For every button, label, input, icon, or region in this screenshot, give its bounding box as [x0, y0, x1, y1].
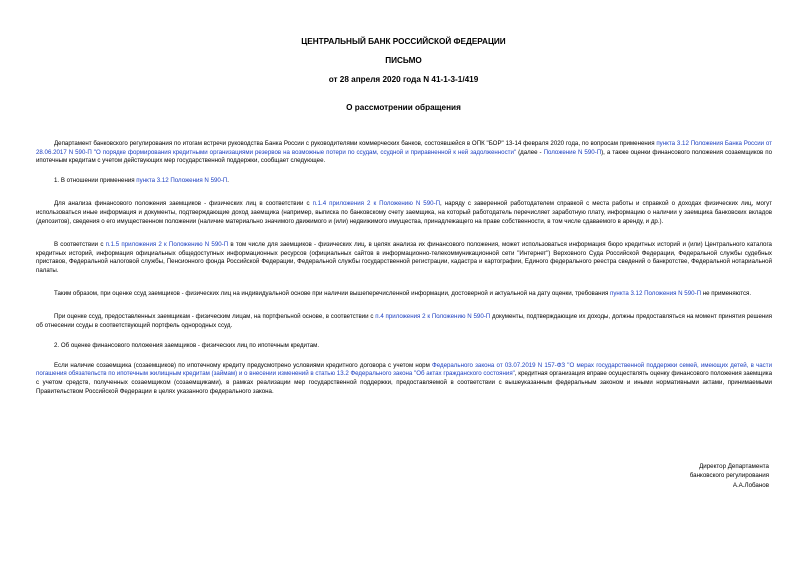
paragraph-credit-bureau [36, 241, 772, 276]
text-segment: Таким образом, при оценке ссуд заемщиков - физических лиц на индивидуальной основе при наличии вышеперечисленной информации, достоверной и актуальной на дату оценки, требования [54, 290, 611, 298]
text-segment: 2. Об оценке финансового положения заемщиков - физических лиц по ипотечным кредитам. [54, 341, 320, 349]
issuer-title: ЦЕНТРАЛЬНЫЙ БАНК РОССИЙСКОЙ ФЕДЕРАЦИИ [301, 37, 506, 46]
link-point-3-12-second[interactable]: пункта 3.12 Положения N 590-П [610, 290, 702, 298]
text-segment: 1. В отношении применения [54, 177, 137, 185]
link-appendix-2-p4[interactable]: п.4 приложения 2 к Положению N 590-П [375, 313, 491, 321]
text-segment: , наряду с заверенной работодателем справкой с места работы и справкой о доходах физических лиц, могут использоваться иные информация и документы, подтверждающие доход заемщика (например, выписка по банковскому счету заемщика, на который работодатель перечисляет заработную плату, информацию о наличии у заемщика банковских вкладов (депозитов), сведения о его имущественном положении (наличие материально значимого движимого и (или) недвижимого имущества, принадлежащего на праве собственности, в том числе сдаваемого в аренду, и др.). [36, 200, 772, 225]
paragraph-intro [36, 140, 772, 166]
text-segment: Если наличие созаемщика (созаемщиков) по ипотечному кредиту предусмотрено условиями кредитного договора с учетом норм [54, 361, 433, 369]
link-regulation-590p-point-3-12[interactable]: пункта 3.12 Положения Банка России от 28.06.2017 N 590-П "О порядке формирования кредитными организациями резервов на возможные потери по ссудам, ссудной и приравненной к ней задолженности" [36, 140, 772, 156]
link-point-3-12[interactable]: пункта 3.12 Положения N 590-П [136, 177, 228, 185]
signer-department: банковского регулирования [689, 472, 769, 480]
text-segment: . [227, 177, 229, 185]
signer-position: Директор Департамента [699, 463, 769, 470]
signer-name: А.А.Лобанов [732, 481, 769, 489]
text-segment: не применяются. [701, 290, 752, 298]
paragraph-section-1 [36, 177, 772, 186]
document-type: ПИСЬМО [385, 56, 422, 65]
link-regulation-590p[interactable]: Положение N 590-П [543, 148, 602, 156]
paragraph-portfolio-assessment [36, 313, 772, 330]
text-segment: ), а также оценки финансового положения созаемщиков по ипотечным кредитам с учетом действующих мер государственной поддержки, сообщает следующее. [36, 148, 772, 165]
text-segment: В соответствии с [54, 240, 106, 248]
text-segment: При оценке ссуд, предоставленных заемщикам - физическим лицам, на портфельной основе, в соответствии с [54, 313, 376, 321]
paragraph-section-2 [36, 342, 772, 351]
paragraph-co-borrowers [36, 362, 772, 397]
link-appendix-2-p1-5[interactable]: п.1.5 приложения 2 к Положению N 590-П [105, 240, 229, 248]
link-federal-law-157fz[interactable]: Федерального закона от 03.07.2019 N 157-ФЗ "О мерах государственной поддержки семей, имеющих детей, в части погашения обязательств по ипотечным жилищным кредитам (займам) и о внесении изменений в статью 13.2 Федерального закона "Об актах гражданского состояния" [36, 361, 772, 378]
text-segment: Для анализа финансового положения заемщиков - физических лиц в соответствии с [54, 200, 313, 208]
paragraph-individual-assessment [36, 290, 772, 299]
paragraph-income-analysis [36, 200, 772, 226]
link-appendix-2-p1-4[interactable]: п.1.4 приложения 2 к Положению N 590-П [312, 200, 441, 208]
text-segment: документы, подтверждающие их доходы, должны предоставляться на момент принятия решения об отнесении ссуды в соответствующий портфель однородных ссуд. [36, 313, 773, 330]
text-segment: , кредитная организация вправе осуществлять оценку финансового положения заемщика с учетом средств, полученных созаемщиком (созаемщиками), в рамках реализации мер государственной поддержки, предоставляемой в соответствии с вышеуказанным федеральным законом и иными нормативными актами, принимаемыми Правительством Российской Федерации в целях указанного федерального закона. [36, 370, 772, 395]
text-segment: в том числе для заемщиков - физических лиц, в целях анализа их финансового положения, может использоваться информация бюро кредитных историй и (или) Центрального каталога кредитных историй, информация официальных общедоступных информационных ресурсов (официальных сайтов в информационно-телекоммуникационной сети "Интернет") Верховного Суда Российской Федерации, Федеральной службы судебных приставов, Федеральной налоговой службы, Пенсионного фонда Российской Федерации, Федеральной службы государственной регистрации, кадастра и картографии, Единого федерального реестра сведений о банкротстве, Федеральной нотариальной палаты. [36, 240, 772, 275]
document-date-number: от 28 апреля 2020 года N 41-1-3-1/419 [328, 75, 479, 84]
document-subject: О рассмотрении обращения [346, 103, 461, 112]
signature-block [690, 462, 769, 490]
text-segment: Департамент банковского регулирования по итогам встречи руководства Банка России с руководителями коммерческих банков, состоявшейся в ОПК "БОР" 13-14 февраля 2020 года, по вопросам применения [54, 140, 657, 147]
document-body [36, 140, 772, 411]
text-segment: (далее - [516, 148, 544, 156]
